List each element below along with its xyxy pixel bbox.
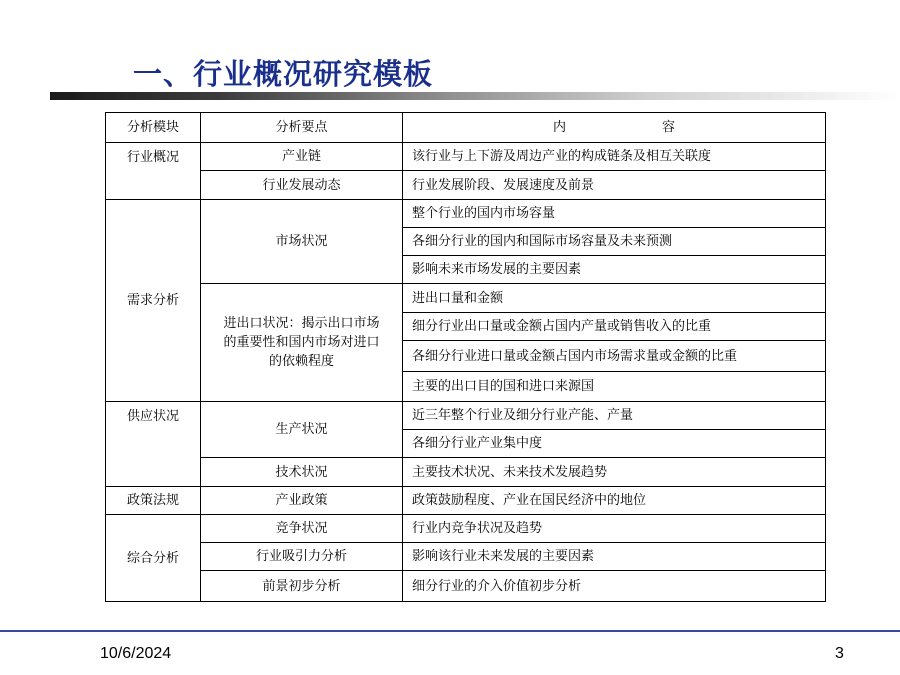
- content-cell: 行业内竞争状况及趋势: [403, 515, 826, 543]
- content-cell: 政策鼓励程度、产业在国民经济中的地位: [403, 487, 826, 515]
- content-cell: 各细分行业的国内和国际市场容量及未来预测: [403, 228, 826, 256]
- page-title: 一、行业概况研究模板: [133, 57, 434, 91]
- footer-divider: [0, 630, 900, 632]
- content-cell: 细分行业的介入价值初步分析: [403, 571, 826, 602]
- point-cell: 产业政策: [201, 487, 403, 515]
- point-line: 进出口状况：揭示出口市场: [223, 316, 380, 331]
- table-row: [106, 458, 826, 487]
- point-line: 的依赖程度: [268, 354, 334, 369]
- table-row: [106, 402, 826, 430]
- module-cell: 政策法规: [106, 487, 201, 515]
- header-content-part2: 容: [662, 120, 676, 135]
- header-points: 分析要点: [201, 113, 403, 143]
- header-module: 分析模块: [106, 113, 201, 143]
- page-number: 3: [835, 645, 844, 662]
- table-header-row: [106, 113, 826, 143]
- point-cell: 前景初步分析: [201, 571, 403, 602]
- table-row: [106, 515, 826, 543]
- point-cell: 产业链: [201, 143, 403, 171]
- module-cell: 综合分析: [106, 515, 201, 602]
- module-cell: 需求分析: [106, 200, 201, 402]
- content-cell: 主要的出口目的国和进口来源国: [403, 372, 826, 402]
- table-row: [106, 571, 826, 602]
- content-cell: 各细分行业进口量或金额占国内市场需求量或金额的比重: [403, 341, 826, 372]
- footer-date: 10/6/2024: [100, 645, 172, 662]
- table-row: [106, 171, 826, 200]
- module-cell: 行业概况: [106, 143, 201, 200]
- point-cell: 市场状况: [201, 200, 403, 284]
- content-cell: 细分行业出口量或金额占国内产量或销售收入的比重: [403, 313, 826, 341]
- point-cell: 行业吸引力分析: [201, 543, 403, 571]
- content-cell: 行业发展阶段、发展速度及前景: [403, 171, 826, 200]
- table-row: [106, 543, 826, 571]
- header-content: [403, 113, 826, 143]
- industry-template-table: [105, 112, 826, 602]
- title-underline: [50, 92, 900, 100]
- module-cell: 供应状况: [106, 402, 201, 487]
- table-row: [106, 143, 826, 171]
- content-cell: 影响未来市场发展的主要因素: [403, 256, 826, 284]
- content-cell: 进出口量和金额: [403, 284, 826, 313]
- header-content-part1: 内: [552, 120, 566, 135]
- content-cell: 整个行业的国内市场容量: [403, 200, 826, 228]
- content-cell: 影响该行业未来发展的主要因素: [403, 543, 826, 571]
- content-cell: 各细分行业产业集中度: [403, 430, 826, 458]
- point-cell-import-export: [201, 284, 403, 402]
- table-row: [106, 284, 826, 313]
- content-cell: 主要技术状况、未来技术发展趋势: [403, 458, 826, 487]
- content-cell: 该行业与上下游及周边产业的构成链条及相互关联度: [403, 143, 826, 171]
- point-cell: 技术状况: [201, 458, 403, 487]
- point-cell: 生产状况: [201, 402, 403, 458]
- point-cell: 竞争状况: [201, 515, 403, 543]
- table-row: [106, 487, 826, 515]
- point-cell: 行业发展动态: [201, 171, 403, 200]
- point-line: 的重要性和国内市场对进口: [223, 335, 380, 350]
- content-cell: 近三年整个行业及细分行业产能、产量: [403, 402, 826, 430]
- table-row: [106, 200, 826, 228]
